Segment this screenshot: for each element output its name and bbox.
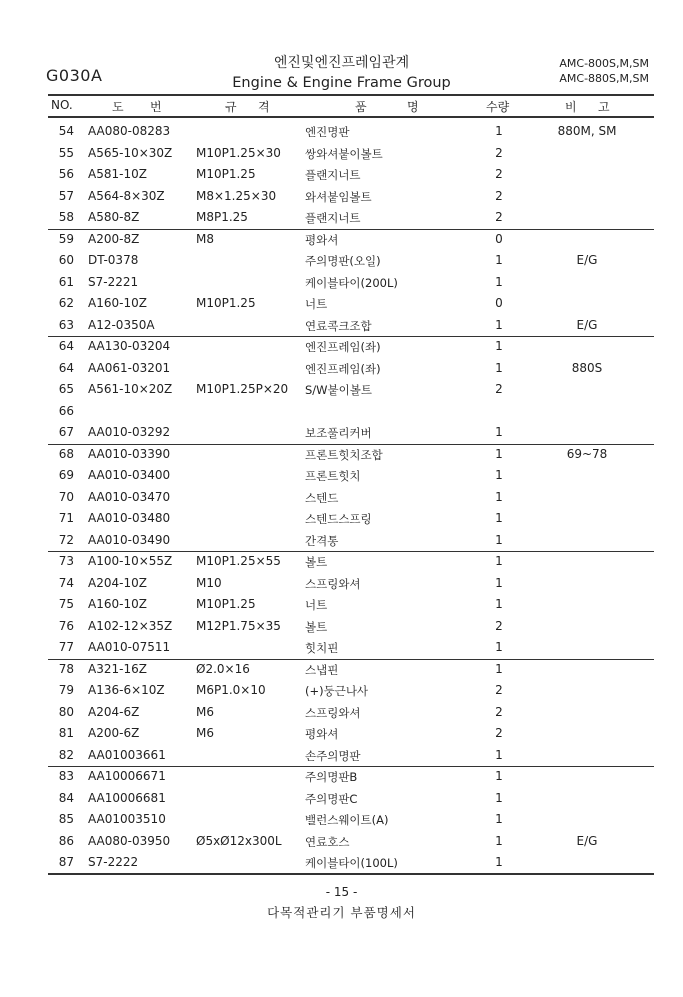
part-spec: M10P1.25 — [196, 296, 256, 310]
table-row — [0, 359, 683, 381]
part-name: 너트 — [305, 598, 328, 612]
part-name: 평와셔 — [305, 727, 339, 741]
col-qty: 수량 — [486, 100, 510, 114]
part-number: AA010-03292 — [88, 425, 171, 439]
row-number: 66 — [58, 403, 74, 418]
row-number: 56 — [58, 167, 74, 181]
part-spec: M10 — [196, 575, 222, 590]
table-row — [0, 230, 683, 252]
part-number: AA010-03400 — [88, 468, 171, 482]
part-quantity: 1 — [495, 532, 503, 547]
table-row — [0, 617, 683, 639]
part-name: 주의명판(오일) — [305, 254, 381, 268]
row-number: 62 — [58, 296, 74, 310]
row-number: 58 — [58, 210, 74, 224]
part-number: A580-8Z — [88, 210, 140, 224]
table-row — [0, 574, 683, 596]
part-quantity: 2 — [495, 188, 503, 203]
row-number: 87 — [58, 855, 74, 869]
row-number: 63 — [58, 317, 74, 332]
part-quantity: 2 — [495, 704, 503, 719]
part-name: 연료콕크조합 — [305, 318, 372, 333]
part-quantity: 1 — [495, 511, 503, 525]
part-spec: M8P1.25 — [196, 210, 248, 224]
part-spec: M6 — [196, 726, 214, 740]
header-bottom-rule — [48, 116, 654, 118]
part-quantity: 1 — [495, 747, 503, 762]
table-row — [0, 122, 683, 144]
part-name: 케이블타이(200L) — [305, 275, 398, 290]
row-number: 60 — [58, 253, 74, 267]
table-row — [0, 445, 683, 467]
part-name: 쌍와셔붙이볼트 — [305, 146, 383, 161]
part-quantity: 1 — [495, 425, 503, 439]
parts-table — [0, 122, 683, 875]
part-note: 69~78 — [566, 446, 608, 461]
part-number: AA061-03201 — [88, 360, 171, 375]
part-name: 프론트힛치조합 — [305, 447, 383, 462]
part-name: 스텐드 — [305, 490, 339, 505]
part-quantity: 1 — [495, 597, 503, 611]
group-code: G030A — [46, 66, 103, 85]
table-row — [0, 552, 683, 574]
row-group — [0, 552, 683, 660]
part-name: 스텐드스프링 — [305, 512, 372, 526]
table-row — [0, 165, 683, 187]
part-quantity: 2 — [495, 618, 503, 633]
part-note: 880M, SM — [557, 124, 617, 138]
part-quantity: 1 — [495, 790, 503, 805]
part-name: 연료호스 — [305, 834, 350, 849]
part-number: A160-10Z — [88, 296, 147, 310]
document-title: 다목적관리기 부품명세서 — [267, 905, 416, 920]
row-group — [0, 230, 683, 338]
part-name: 주의명판C — [305, 791, 358, 806]
row-number: 68 — [58, 446, 74, 461]
table-row — [0, 660, 683, 682]
part-spec: M10P1.25P×20 — [196, 382, 289, 396]
part-number: DT-0378 — [88, 253, 139, 267]
title-english: Engine & Engine Frame Group — [232, 75, 451, 91]
part-name: 볼트 — [305, 619, 328, 634]
part-number: A204-6Z — [88, 704, 140, 719]
table-row — [0, 853, 683, 875]
model-1: AMC-800S,M,SM — [559, 57, 649, 70]
row-number: 86 — [58, 833, 74, 848]
part-name: 플랜지너트 — [305, 211, 361, 225]
row-number: 85 — [58, 812, 74, 826]
col-no: NO. — [51, 98, 73, 112]
part-quantity: 1 — [495, 124, 503, 138]
table-row — [0, 423, 683, 445]
row-number: 67 — [58, 425, 74, 439]
row-group — [0, 767, 683, 875]
part-quantity: 1 — [495, 554, 503, 568]
model-2: AMC-880S,M,SM — [559, 72, 649, 85]
part-quantity: 1 — [495, 833, 503, 848]
row-number: 81 — [58, 726, 74, 740]
part-quantity: 2 — [495, 382, 503, 396]
row-number: 75 — [58, 597, 74, 611]
table-row — [0, 337, 683, 359]
part-quantity: 2 — [495, 210, 503, 224]
part-quantity: 1 — [495, 640, 503, 654]
page-number: - 15 - — [325, 885, 358, 899]
row-number: 61 — [58, 274, 74, 289]
row-number: 77 — [58, 640, 74, 654]
part-spec: M10P1.25×55 — [196, 554, 281, 568]
row-number: 83 — [58, 769, 74, 783]
table-row — [0, 402, 683, 424]
part-number: S7-2221 — [88, 274, 139, 289]
row-number: 54 — [58, 124, 74, 138]
row-number: 82 — [58, 747, 74, 762]
row-number: 73 — [58, 554, 74, 568]
part-number: A136-6×10Z — [88, 683, 165, 697]
col-name-a: 품 — [355, 100, 367, 114]
part-number: S7-2222 — [88, 855, 139, 869]
table-row — [0, 273, 683, 295]
part-number: A204-10Z — [88, 575, 147, 590]
table-row — [0, 789, 683, 811]
part-number: A12-0350A — [88, 317, 155, 332]
part-number: AA010-03390 — [88, 446, 171, 461]
part-spec: Ø2.0×16 — [196, 661, 250, 676]
part-name: 힛치핀 — [305, 641, 339, 655]
part-spec: M6P1.0×10 — [196, 683, 266, 697]
part-quantity: 0 — [495, 231, 503, 246]
part-spec: M10P1.25 — [196, 597, 256, 611]
part-number: A581-10Z — [88, 167, 147, 181]
table-row — [0, 638, 683, 660]
col-note-a: 비 — [565, 100, 577, 114]
table-row — [0, 724, 683, 746]
part-spec: M10P1.25 — [196, 167, 256, 181]
part-spec: M6 — [196, 704, 214, 719]
part-name: 스냅핀 — [305, 662, 339, 677]
table-row — [0, 595, 683, 617]
part-name: 스프링와셔 — [305, 576, 361, 591]
part-name: 밸런스웨이트(A) — [305, 813, 389, 827]
part-name: 스프링와셔 — [305, 705, 361, 720]
part-name: S/W붙이볼트 — [305, 383, 372, 397]
part-note: 880S — [571, 360, 603, 375]
part-quantity: 1 — [495, 339, 503, 353]
row-number: 57 — [58, 188, 74, 203]
part-spec: M12P1.75×35 — [196, 618, 281, 633]
part-quantity: 2 — [495, 683, 503, 697]
table-row — [0, 810, 683, 832]
part-quantity: 1 — [495, 468, 503, 482]
part-number: A200-8Z — [88, 231, 140, 246]
part-quantity: 1 — [495, 575, 503, 590]
part-number: AA01003661 — [88, 747, 166, 762]
part-spec: M8 — [196, 231, 214, 246]
part-quantity: 1 — [495, 446, 503, 461]
part-name: 보조풀리커버 — [305, 426, 372, 440]
part-number: AA080-03950 — [88, 833, 171, 848]
row-group — [0, 660, 683, 768]
part-quantity: 2 — [495, 145, 503, 160]
part-number: A564-8×30Z — [88, 188, 165, 203]
row-number: 55 — [58, 145, 74, 160]
part-name: 엔진프레임(좌) — [305, 361, 381, 376]
part-number: AA010-07511 — [88, 640, 171, 654]
col-spec-b: 격 — [258, 100, 270, 114]
row-number: 70 — [58, 489, 74, 504]
part-number: A160-10Z — [88, 597, 147, 611]
part-quantity: 1 — [495, 360, 503, 375]
title-korean: 엔진및엔진프레임관계 — [273, 55, 410, 71]
part-name: 엔진프레임(좌) — [305, 340, 381, 354]
part-name: 플랜지너트 — [305, 168, 361, 182]
row-number: 72 — [58, 532, 74, 547]
part-quantity: 1 — [495, 661, 503, 676]
part-quantity: 1 — [495, 274, 503, 289]
part-name: 주의명판B — [305, 770, 358, 784]
table-row — [0, 208, 683, 230]
part-number: AA01003510 — [88, 812, 166, 826]
col-name-b: 명 — [407, 100, 419, 114]
group-divider — [48, 873, 654, 875]
part-number: AA10006671 — [88, 769, 166, 783]
part-number: AA130-03204 — [88, 339, 171, 353]
part-number: A200-6Z — [88, 726, 140, 740]
part-name: 볼트 — [305, 555, 328, 569]
part-number: A561-10×20Z — [88, 382, 173, 396]
row-number: 79 — [58, 683, 74, 697]
row-number: 69 — [58, 468, 74, 482]
part-name: 너트 — [305, 297, 328, 311]
table-row — [0, 681, 683, 703]
table-row — [0, 746, 683, 768]
part-quantity: 1 — [495, 489, 503, 504]
row-number: 84 — [58, 790, 74, 805]
part-name: 엔진명판 — [305, 125, 350, 139]
row-number: 64 — [58, 339, 74, 353]
part-quantity: 1 — [495, 317, 503, 332]
col-note-b: 고 — [598, 100, 610, 114]
part-number: A565-10×30Z — [88, 145, 173, 160]
part-name: 평와셔 — [305, 232, 339, 247]
part-number: A321-16Z — [88, 661, 147, 676]
part-number: A102-12×35Z — [88, 618, 173, 633]
row-group — [0, 337, 683, 445]
part-spec: M10P1.25×30 — [196, 145, 281, 160]
row-group — [0, 445, 683, 553]
part-number: AA080-08283 — [88, 124, 171, 138]
row-number: 65 — [58, 382, 74, 396]
part-name: 프론트힛치 — [305, 469, 361, 483]
table-row — [0, 380, 683, 402]
row-number: 74 — [58, 575, 74, 590]
part-name: 와셔붙임볼트 — [305, 189, 372, 204]
part-quantity: 1 — [495, 253, 503, 267]
part-name: (+)둥근나사 — [305, 684, 369, 698]
row-group — [0, 122, 683, 230]
part-quantity: 2 — [495, 726, 503, 740]
row-number: 71 — [58, 511, 74, 525]
table-row — [0, 187, 683, 209]
part-quantity: 1 — [495, 855, 503, 869]
col-part-a: 도 — [112, 100, 124, 114]
part-note: E/G — [576, 317, 598, 332]
header-top-rule — [48, 94, 654, 96]
row-number: 59 — [58, 231, 74, 246]
part-number: AA010-03470 — [88, 489, 171, 504]
part-number: AA010-03480 — [88, 511, 171, 525]
part-name: 케이블타이(100L) — [305, 856, 398, 870]
part-quantity: 1 — [495, 812, 503, 826]
table-row — [0, 509, 683, 531]
table-row — [0, 144, 683, 166]
part-note: E/G — [576, 253, 598, 267]
part-spec: M8×1.25×30 — [196, 188, 277, 203]
row-number: 76 — [58, 618, 74, 633]
part-quantity: 1 — [495, 769, 503, 783]
part-spec: Ø5xØ12x300L — [196, 833, 282, 848]
row-number: 64 — [58, 360, 74, 375]
col-spec-a: 규 — [225, 100, 237, 114]
table-row — [0, 488, 683, 510]
part-number: A100-10×55Z — [88, 554, 173, 568]
row-number: 80 — [58, 704, 74, 719]
table-row — [0, 703, 683, 725]
part-number: AA10006681 — [88, 790, 166, 805]
table-row — [0, 531, 683, 553]
table-row — [0, 294, 683, 316]
part-name: 손주의명판 — [305, 748, 361, 763]
part-name: 간격통 — [305, 533, 339, 548]
table-row — [0, 832, 683, 854]
table-row — [0, 251, 683, 273]
part-note: E/G — [576, 833, 598, 848]
col-part-b: 번 — [150, 100, 162, 114]
table-row — [0, 767, 683, 789]
row-number: 78 — [58, 661, 74, 676]
model-list — [559, 56, 649, 86]
table-row — [0, 466, 683, 488]
part-quantity: 2 — [495, 167, 503, 181]
part-number: AA010-03490 — [88, 532, 171, 547]
table-row — [0, 316, 683, 338]
part-quantity: 0 — [495, 296, 503, 310]
